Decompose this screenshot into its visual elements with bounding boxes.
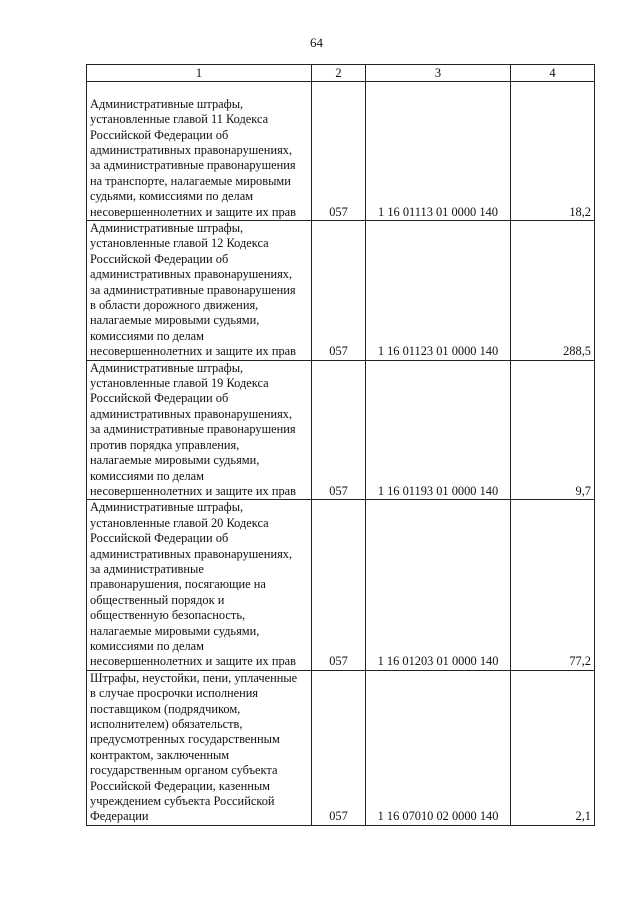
column-header-4: 4 xyxy=(511,65,595,82)
revenue-table xyxy=(86,64,595,826)
table-row xyxy=(87,500,595,670)
table-row xyxy=(87,670,595,825)
row-amount: 2,1 xyxy=(511,670,595,825)
row-description: Штрафы, неустойки, пени, уплаченные в случае просрочки исполнения поставщиком (подрядчиком, исполнителем) обязательств, предусмотренных государственным контрактом, заключенным государственным органом субъекта Российской Федерации, казенным учреждением субъекта Российской Федерации xyxy=(87,670,312,825)
row-description: Административные штрафы, установленные главой 12 Кодекса Российской Федерации об административных правонарушениях, за административные правонарушения в области дорожного движения, налагаемые мировыми судьями, комиссиями по делам несовершеннолетних и защите их прав xyxy=(87,221,312,361)
column-header-3: 3 xyxy=(366,65,511,82)
row-amount: 77,2 xyxy=(511,500,595,670)
row-amount: 288,5 xyxy=(511,221,595,361)
column-header-2: 2 xyxy=(312,65,366,82)
row-amount: 18,2 xyxy=(511,82,595,221)
table-row xyxy=(87,360,595,500)
column-header-1: 1 xyxy=(87,65,312,82)
row-description: Административные штрафы, установленные главой 19 Кодекса Российской Федерации об административных правонарушениях, за административные правонарушения против порядка управления, налагаемые мировыми судьями, комиссиями по делам несовершеннолетних и защите их прав xyxy=(87,360,312,500)
row-kbk-code: 1 16 01123 01 0000 140 xyxy=(366,221,511,361)
row-admin-code: 057 xyxy=(312,82,366,221)
row-kbk-code: 1 16 01113 01 0000 140 xyxy=(366,82,511,221)
page-number: 64 xyxy=(310,35,323,50)
row-kbk-code: 1 16 01203 01 0000 140 xyxy=(366,500,511,670)
table-header-row xyxy=(87,65,595,82)
row-kbk-code: 1 16 07010 02 0000 140 xyxy=(366,670,511,825)
row-admin-code: 057 xyxy=(312,500,366,670)
row-amount: 9,7 xyxy=(511,360,595,500)
table-row xyxy=(87,221,595,361)
table-row xyxy=(87,82,595,221)
row-kbk-code: 1 16 01193 01 0000 140 xyxy=(366,360,511,500)
row-description: Административные штрафы, установленные главой 11 Кодекса Российской Федерации об административных правонарушениях, за административные правонарушения на транспорте, налагаемые мировыми судьями, комиссиями по делам несовершеннолетних и защите их прав xyxy=(87,82,312,221)
row-description: Административные штрафы, установленные главой 20 Кодекса Российской Федерации об административных правонарушениях, за административные правонарушения, посягающие на общественный порядок и общественную безопасность, налагаемые мировыми судьями, комиссиями по делам несовершеннолетних и защите их прав xyxy=(87,500,312,670)
row-admin-code: 057 xyxy=(312,221,366,361)
row-admin-code: 057 xyxy=(312,670,366,825)
row-admin-code: 057 xyxy=(312,360,366,500)
